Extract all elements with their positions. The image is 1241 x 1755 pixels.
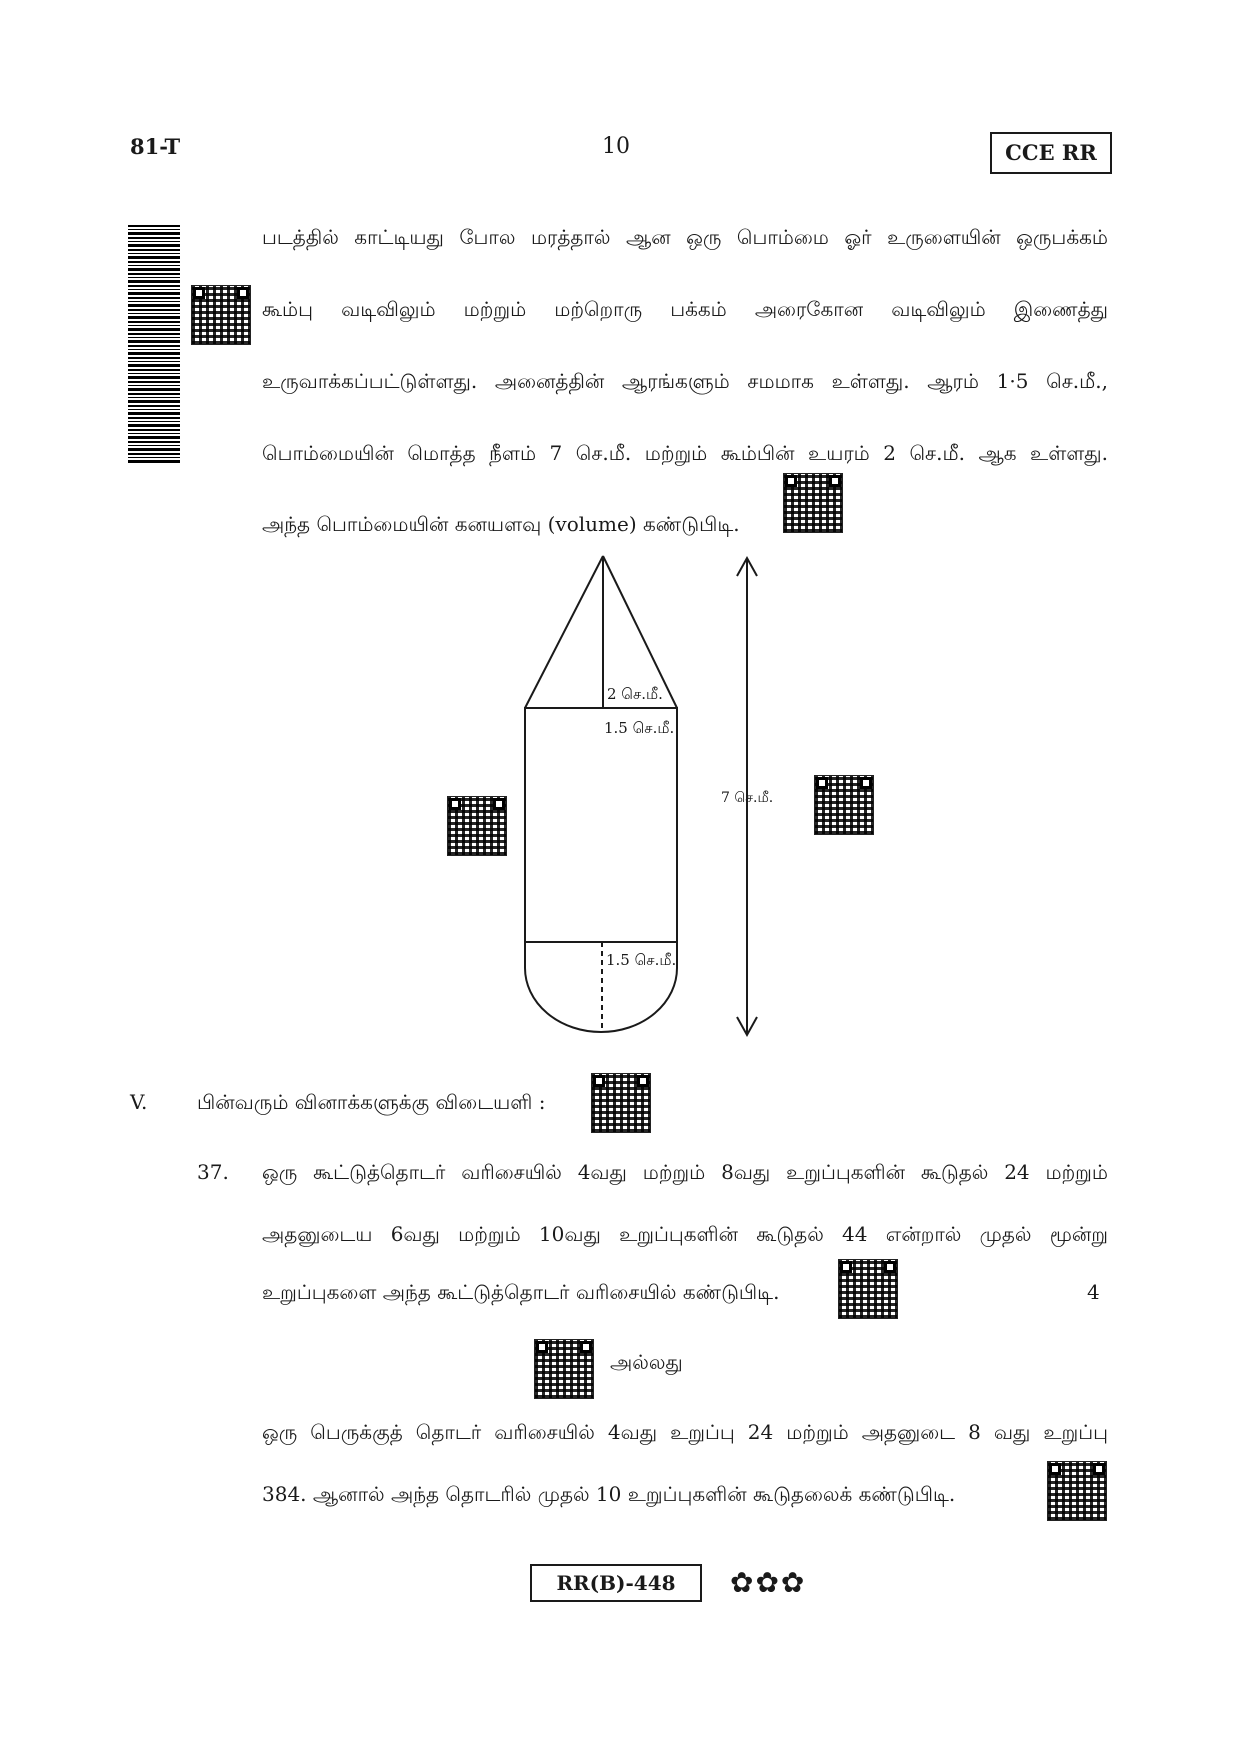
q37-alt-line-1: ஒரு பெருக்குத் தொடர் வரிசையில் 4வது உறுப்பு 24 மற்றும் அதனுடை 8 வது உறுப்பு (262, 1420, 1108, 1444)
q36-line-4: பொம்மையின் மொத்த நீளம் 7 செ.மீ. மற்றும் கூம்பின் உயரம் 2 செ.மீ. ஆக உள்ளது. (262, 441, 1108, 465)
q36-line-3: உருவாக்கப்பட்டுள்ளது. அனைத்தின் ஆரங்களும் சமமாக உள்ளது. ஆரம் 1·5 செ.மீ., (262, 369, 1108, 393)
q36-line-2: கூம்பு வடிவிலும் மற்றும் மற்றொரு பக்கம் அரைகோன வடிவிலும் இணைத்து (262, 297, 1108, 321)
qr-code (448, 797, 506, 855)
exam-label-box: CCE RR (990, 132, 1112, 174)
qr-code (535, 1340, 593, 1398)
section-instruction: பின்வரும் வினாக்களுக்கு விடையளி : (197, 1090, 546, 1114)
q37-line-1: ஒரு கூட்டுத்தொடர் வரிசையில் 4வது மற்றும் 8வது உறுப்புகளின் கூடுதல் 24 மற்றும் (262, 1160, 1108, 1184)
footer-code-box: RR(B)-448 (530, 1564, 702, 1602)
label-radius-top: 1.5 செ.மீ. (604, 719, 675, 737)
cylinder (525, 708, 677, 942)
q37-line-3: உறுப்புகளை அந்த கூட்டுத்தொடர் வரிசையில் கண்டுபிடி. (262, 1280, 780, 1304)
qr-code (839, 1260, 897, 1318)
qr-code (815, 776, 873, 834)
or-label: அல்லது (610, 1350, 683, 1374)
footer-ornament: ✿✿✿ (730, 1566, 807, 1599)
page-number: 10 (602, 134, 630, 159)
qr-code (592, 1074, 650, 1132)
label-total-length: 7 செ.மீ. (721, 790, 774, 806)
label-cone-height: 2 செ.மீ. (607, 685, 663, 703)
label-radius-bottom: 1.5 செ.மீ. (606, 951, 677, 969)
q37-marks: 4 (1087, 1280, 1100, 1304)
q37-line-2: அதனுடைய 6வது மற்றும் 10வது உறுப்புகளின் கூடுதல் 44 என்றால் முதல் மூன்று (262, 1222, 1108, 1246)
q37-alt-line-2: 384. ஆனால் அந்த தொடரில் முதல் 10 உறுப்புகளின் கூடுதலைக் கண்டுபிடி. (262, 1482, 956, 1506)
q36-line-1: படத்தில் காட்டியது போல மரத்தால் ஆன ஒரு பொம்மை ஓர் உருளையின் ஒருபக்கம் (262, 225, 1108, 249)
paper-code: 81-T (130, 134, 181, 159)
q37-number: 37. (197, 1160, 229, 1184)
q36-line-5: அந்த பொம்மையின் கனயளவு (volume) கண்டுபிடி. (262, 512, 740, 536)
cone-left-edge (525, 556, 603, 708)
section-number: V. (130, 1090, 148, 1114)
qr-code (1048, 1462, 1106, 1520)
